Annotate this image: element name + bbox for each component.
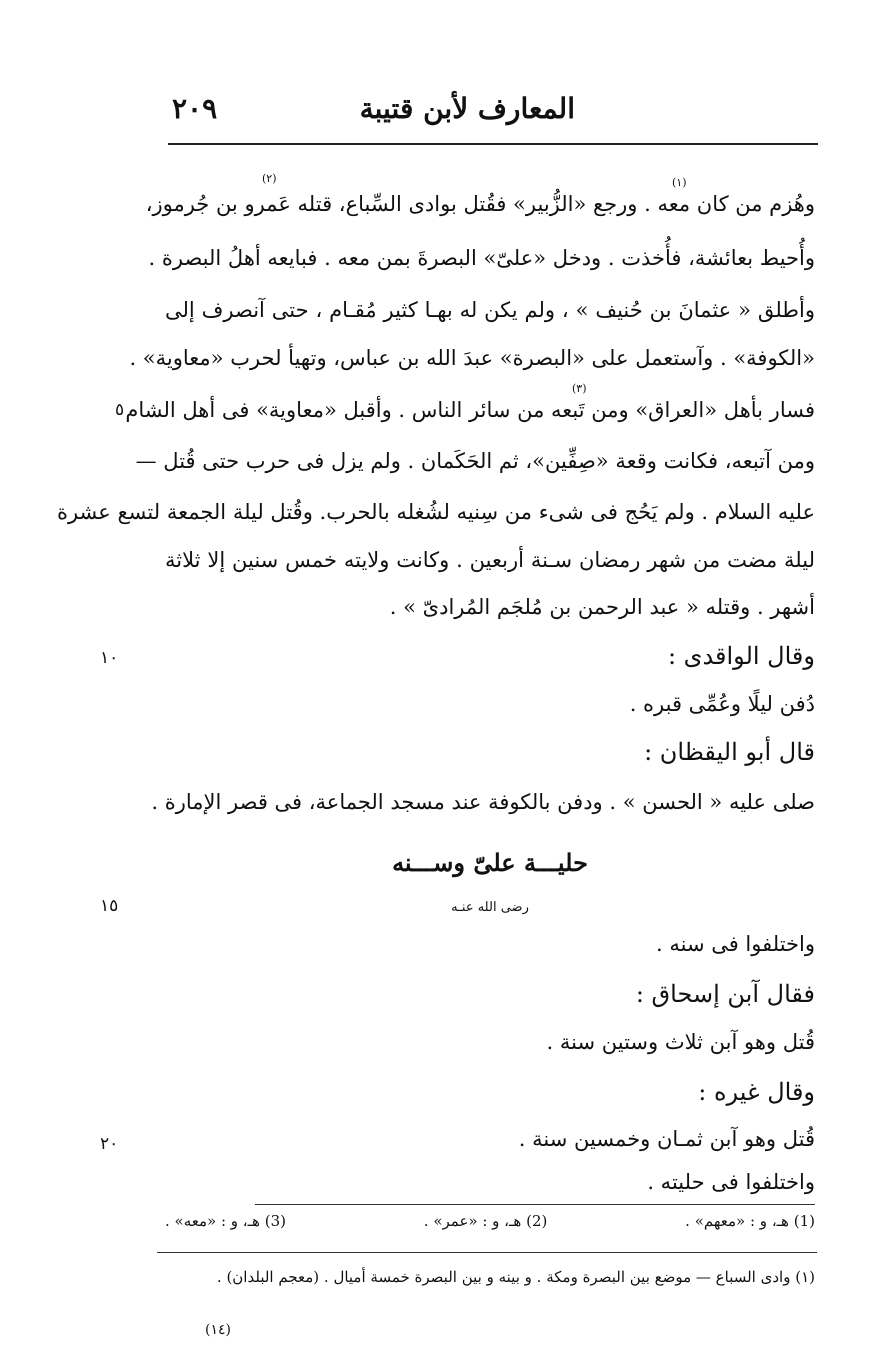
body-line: قُتل وهو آبن ثمـان وخمسين سنة . <box>518 1127 815 1151</box>
narrator-heading: وقال الواقدى : <box>667 642 815 670</box>
body-line: «الكوفة» . وآستعمل على «البصرة» عبدَ الله بن عباس، وتهيأ لحرب «معاوية» . <box>129 346 815 370</box>
signature-folio: (١٤) <box>205 1322 231 1338</box>
variant-readings <box>165 1212 815 1230</box>
narrator-heading: قال أبو اليقظان : <box>644 738 815 766</box>
body-line: واختلفوا فى سنه . <box>656 932 815 956</box>
variant-note: (3) هـ، و : «معه» . <box>165 1212 286 1230</box>
body-line: وهُزم من كان معه . ورجع «الزُّبير» فقُتل بوادى السِّباع، قتله عَمرو بن جُرموز، <box>145 192 815 216</box>
header-rule <box>168 143 818 145</box>
body-line: فسار بأهل «العراق» ومن تَبعه من سائر الناس . وأقبل «معاوية» فى أهل الشام <box>125 398 815 422</box>
footnote-mark-3: (٣) <box>572 382 587 395</box>
variants-rule <box>255 1204 815 1205</box>
body-line: صلى عليه « الحسن » . ودفن بالكوفة عند مسجد الجماعة، فى قصر الإمارة . <box>151 790 815 814</box>
page-number: ٢٠٩ <box>172 92 218 125</box>
running-title: المعارف لأبن قتيبة <box>359 92 575 125</box>
section-subtitle: رضى الله عنـه <box>451 900 529 915</box>
body-line: عليه السلام . ولم يَحُج فى شىء من سِنيه لشُغله بالحرب. وقُتل ليلة الجمعة لتسع عشرة <box>56 500 815 524</box>
section-title: حليـــة علىّ وســـنه <box>392 848 588 877</box>
narrator-heading: فقال آبن إسحاق : <box>635 980 815 1008</box>
body-line: ليلة مضت من شهر رمضان سـنة أربعين . وكانت ولايته خمس سنين إلا ثلاثة <box>165 548 815 572</box>
body-line: ومن آتبعه، فكانت وقعة «صِفِّين»، ثم الحَكَمان . ولم يزل فى حرب حتى قُتل — <box>135 449 815 473</box>
narrator-heading: وقال غيره : <box>698 1078 815 1106</box>
body-line: واختلفوا فى حليته . <box>647 1170 815 1194</box>
body-line: وأطلق « عثمانَ بن حُنيف » ، ولم يكن له بهـا كثير مُقـام ، حتى آنصرف إلى <box>165 298 815 322</box>
footnote: (١) وادى السباع — موضع بين البصرة ومكة . و بينه و بين البصرة خمسة أميال . (معجم البلدان) . <box>216 1268 815 1286</box>
footnote-rule <box>157 1252 817 1253</box>
variant-note: (2) هـ، و : «عمر» . <box>423 1212 548 1230</box>
footnote-mark-1: (١) <box>672 176 687 189</box>
body-line: دُفن ليلًا وعُمِّى قبره . <box>629 692 815 716</box>
line-number: ١٥ <box>100 896 119 916</box>
footnote-mark-2: (٢) <box>262 172 277 185</box>
variant-note: (1) هـ، و : «معهم» . <box>685 1212 815 1230</box>
body-line: قُتل وهو آبن ثلاث وستين سنة . <box>546 1030 815 1054</box>
line-number: ٢٠ <box>100 1134 119 1154</box>
line-number: ١٠ <box>100 648 119 668</box>
body-line: وأُحيط بعائشة، فأُخذت . ودخل «علىّ» البصرةَ بمن معه . فبايعه أهلُ البصرة . <box>148 246 815 270</box>
body-line: أشهر . وقتله « عبد الرحمن بن مُلجَم المُرادىّ » . <box>389 595 815 619</box>
line-number: ٥ <box>115 400 125 420</box>
